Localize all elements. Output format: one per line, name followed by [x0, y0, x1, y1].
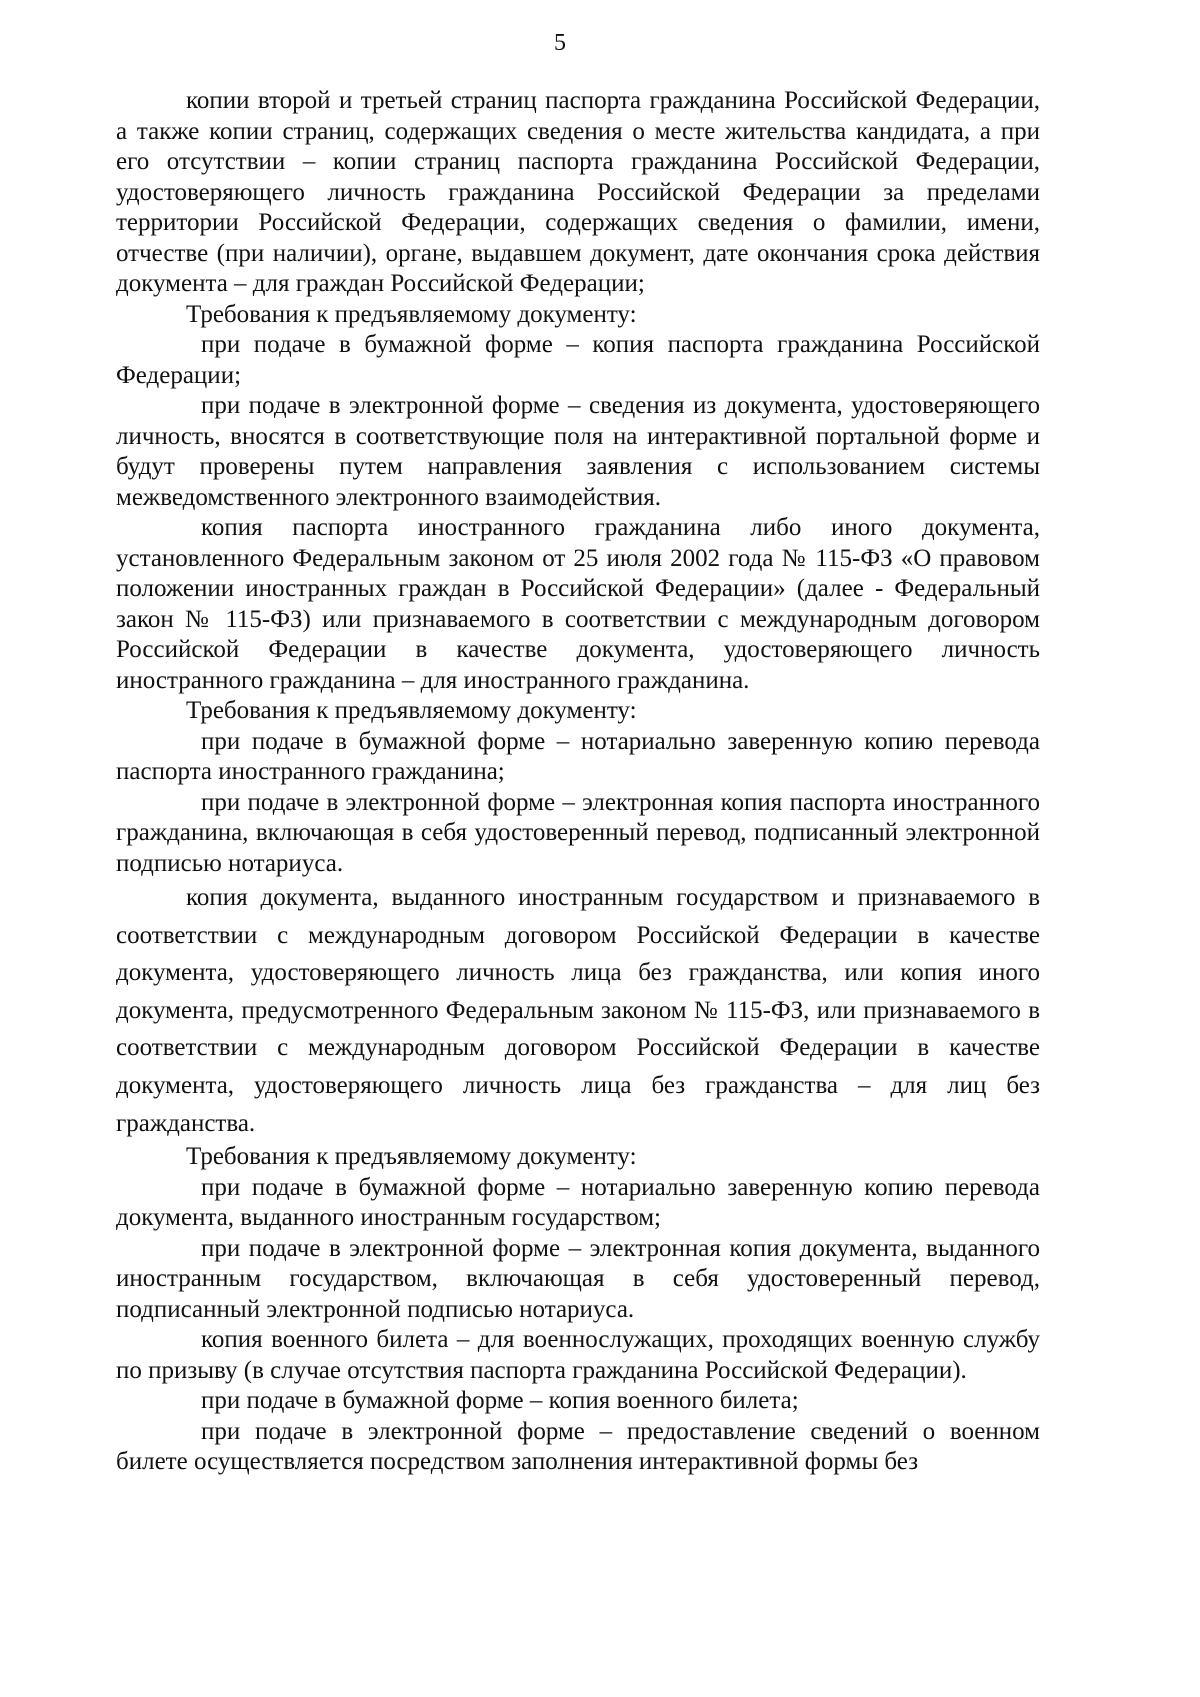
paragraph-electronic-form-military: при подаче в электронной форме – предоставление сведений о военном билете осуществляется посредством заполнения интерактивной формы без [116, 1417, 1040, 1476]
paragraph-paper-form-passport: при подаче в бумажной форме – копия паспорта гражданина Российской Федерации; [116, 331, 1040, 389]
paragraph-requirements-heading: Требования к предъявляемому документу: [186, 697, 637, 724]
paragraph-stateless-document-copy: копия документа, выданного иностранным государством и признаваемого в соответствии с международным договором Российской Федерации в качестве документа, удостоверяющего личность лица без гражданства, или копия иного документа, предусмотренного Федеральным законом № 115-ФЗ, или признаваемого в соответствии с международным договором Российской Федерации в качестве документа, удостоверяющего личность лица без гражданства – для лиц без гражданства. [116, 884, 1040, 1137]
paragraph-paper-form-foreign: при подаче в бумажной форме – нотариально заверенную копию перевода паспорта иностранного гражданина; [116, 727, 1040, 785]
paragraph-electronic-form-passport: при подаче в электронной форме – сведения из документа, удостоверяющего личность, вносятся в соответствующие поля на интерактивной портальной форме и будут проверены путем направления заявления с использованием системы межведомственного электронного взаимодействия. [116, 392, 1040, 511]
paragraph-electronic-form-foreign: при подаче в электронной форме – электронная копия паспорта иностранного гражданина, включающая в себя удостоверенный перевод, подписанный электронной подписью нотариуса. [116, 788, 1040, 877]
paragraph-requirements-heading: Требования к предъявляемому документу: [186, 1143, 637, 1171]
paragraph-electronic-form-stateless: при подаче в электронной форме – электронная копия документа, выданного иностранным государством, включающая в себя удостоверенный перевод, подписанный электронной подписью нотариуса. [116, 1234, 1040, 1323]
paragraph-paper-form-stateless: при подаче в бумажной форме – нотариально заверенную копию перевода документа, выданного иностранным государством; [116, 1173, 1040, 1232]
page-number: 5 [554, 30, 566, 56]
paragraph-foreign-passport-copy: копия паспорта иностранного гражданина либо иного документа, установленного Федеральным законом от 25 июля 2002 года № 115-ФЗ «О правовом положении иностранных граждан в Российской Федерации» (далее - Федеральный закон № 115-ФЗ) или признаваемого в соответствии с международным договором Российской Федерации в качестве документа, удостоверяющего личность иностранного гражданина – для иностранного гражданина. [116, 514, 1040, 694]
paragraph-military-id-copy: копия военного билета – для военнослужащих, проходящих военную службу по призыву (в случае отсутствия паспорта гражданина Российской Федерации). [116, 1326, 1040, 1384]
paragraph-requirements-heading: Требования к предъявляемому документу: [186, 300, 637, 328]
document-body [116, 86, 1040, 1478]
paragraph-paper-form-military: при подаче в бумажной форме – копия военного билета; [201, 1387, 799, 1415]
paragraph-passport-rf-copies: копии второй и третьей страниц паспорта гражданина Российской Федерации, а также копии страниц, содержащих сведения о месте жительства кандидата, а при его отсутствии – копии страниц паспорта гражданина Российской Федерации, удостоверяющего личность гражданина Российской Федерации за пределами территории Российской Федерации, содержащих сведения о фамилии, имени, отчестве (при наличии), органе, выдавшем документ, дате окончания срока действия документа – для граждан Российской Федерации; [116, 87, 1040, 297]
